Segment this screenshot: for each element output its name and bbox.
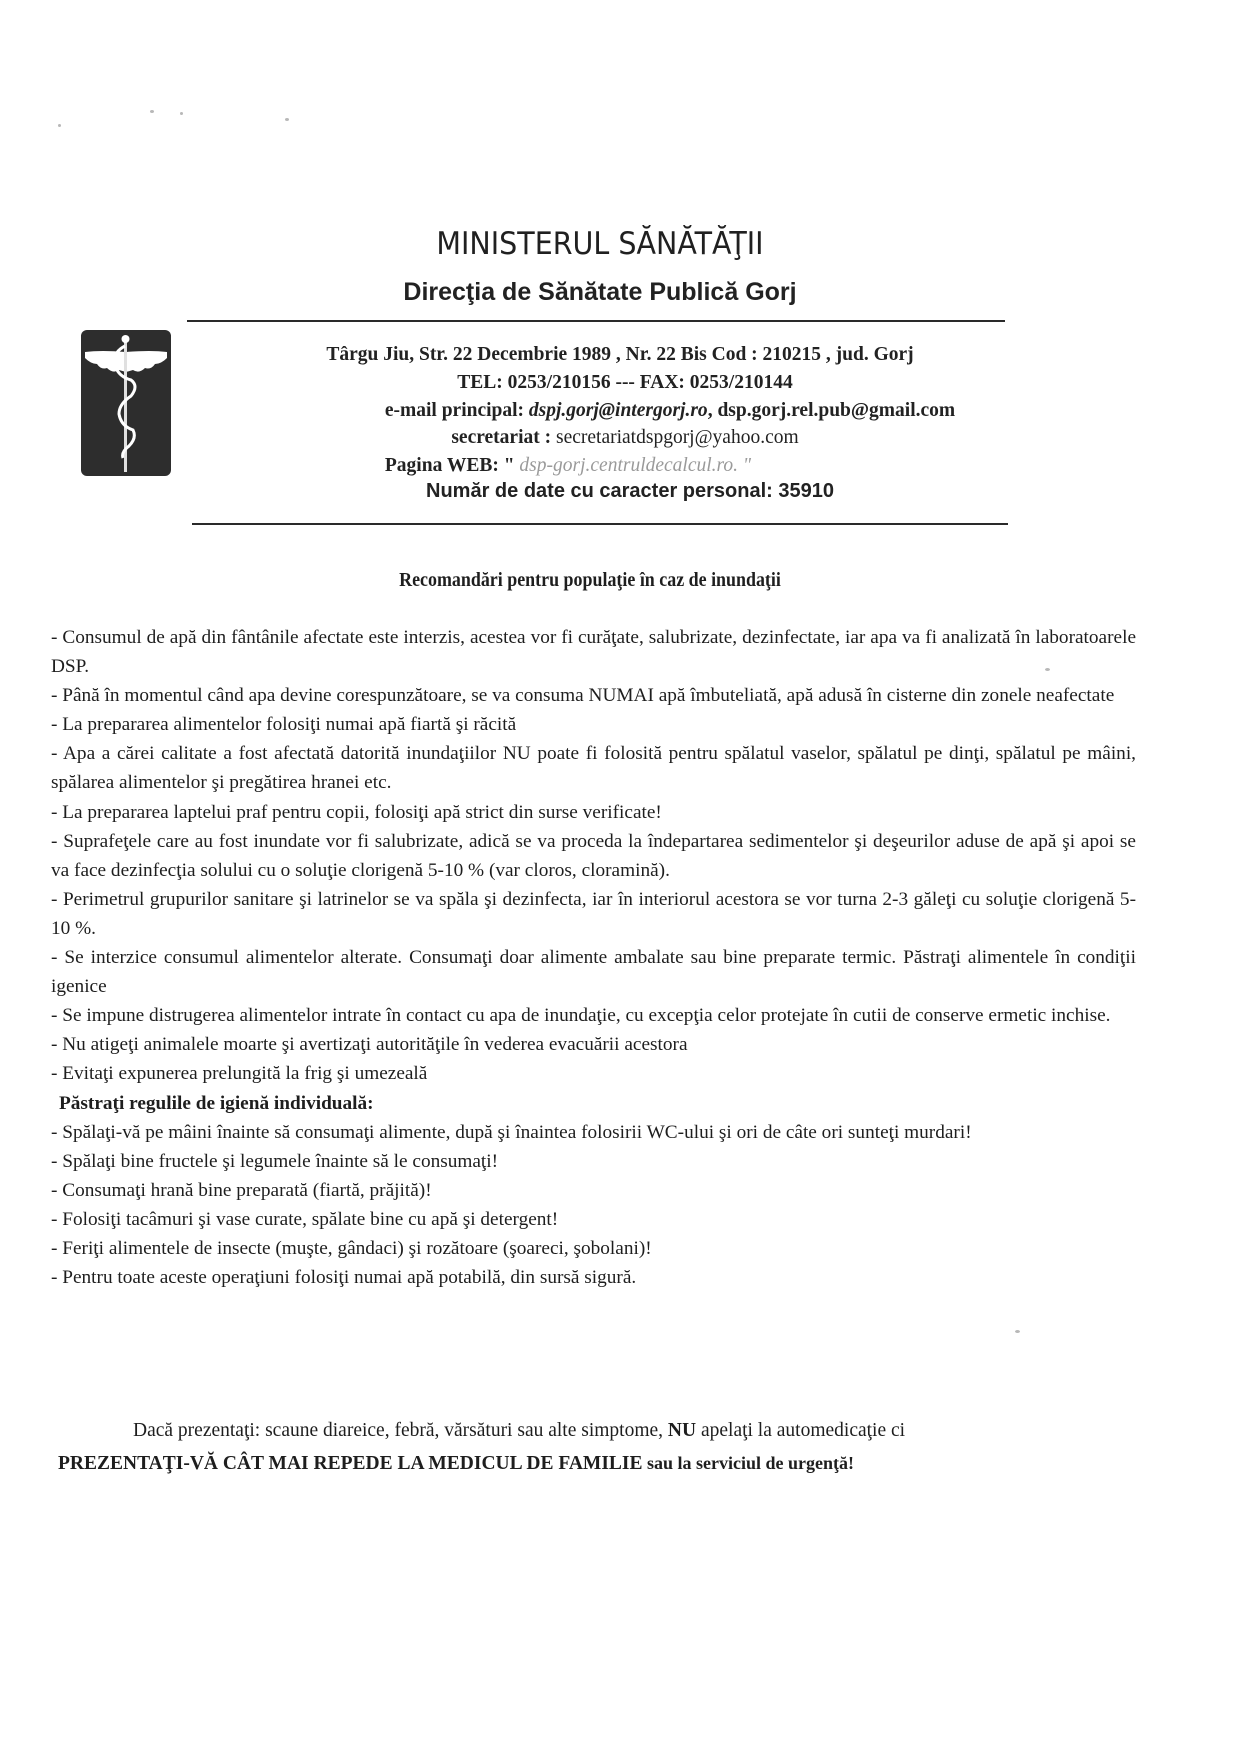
email-line (220, 400, 1120, 422)
hygiene-item: - Consumaţi hrană bine preparată (fiartă, prăjită)! (51, 1179, 432, 1201)
ministry-name: MINISTERUL SĂNĂTĂŢII (436, 226, 764, 262)
closing-text: Dacă prezentaţi: scaune diareice, febră, vărsături sau alte simptome, (133, 1420, 668, 1441)
phone-line (175, 372, 1075, 394)
scan-speck (1015, 1330, 1020, 1333)
recommendation-item: - Consumul de apă din fântânile afectate este interzis, acestea vor fi curăţate, salubrizate, dezinfectate, iar apa va fi analizată în laboratoarele DSP. (51, 627, 1136, 678)
recommendation-item: - La prepararea alimentelor folosiţi numai apă fiartă şi răcită (51, 714, 517, 736)
directorate-name: Direcţia de Sănătate Publică Gorj (403, 278, 797, 306)
secretariat-label: secretariat : (451, 427, 556, 448)
secretariat-email-link[interactable]: secretariatdspgorj@yahoo.com (556, 427, 799, 448)
address-line (170, 344, 1070, 366)
closing-text: apelaţi la automedicaţie ci (696, 1420, 906, 1441)
recommendation-item: - Se impune distrugerea alimentelor intrate în contact cu apa de inundaţie, cu excepţia celor protejate în cutii de conserve ermetic inchise. (51, 1005, 1111, 1027)
scan-speck (150, 110, 154, 113)
scan-speck (1045, 668, 1050, 671)
header-divider-bottom (192, 523, 1008, 525)
recommendation-item: - Până în momentul când apa devine corespunzătoare, se va consuma NUMAI apă îmbuteliată, apă adusă în cisterne din zonele neafectate (51, 685, 1115, 707)
hygiene-item: - Spălaţi-vă pe mâini înainte să consumaţi alimente, după şi înaintea folosirii WC-ului şi ori de câte ori sunteţi murdari! (51, 1121, 972, 1143)
hygiene-item: - Spălaţi bine fructele şi legumele înainte să le consumaţi! (51, 1150, 499, 1172)
address-text: Târgu Jiu, Str. 22 Decembrie 1989 , Nr. 22 Bis Cod : 210215 , jud. Gorj (326, 344, 914, 365)
recommendation-item: - Suprafeţele care au fost inundate vor fi salubrizate, adică se va proceda la îndepartarea sedimentelor şi deşeurilor aduse de apă şi apoi se va face dezinfecţia solului cu o soluţie clorigenă 5-10 % (var cloros, cloramină). (51, 830, 1136, 881)
recommendation-item: - Perimetrul grupurilor sanitare şi latrinelor se va spăla şi dezinfecta, iar în interiorul acestora se vor turna 2-3 găleţi cu soluţie clorigenă 5-10 %. (51, 888, 1136, 939)
email-primary-link[interactable]: dspj.gorj@intergorj.ro (528, 400, 708, 421)
hygiene-heading: Păstraţi regulile de igienă individuală: (59, 1092, 374, 1114)
recommendation-item: - Nu atigeţi animalele moarte şi avertizaţi autorităţile în vederea evacuării acestora (51, 1034, 688, 1056)
closing-line-2 (58, 1447, 1143, 1480)
closing-line-1 (58, 1415, 1143, 1447)
closing-call-to-action: PREZENTAŢI-VĂ CÂT MAI REPEDE LA MEDICUL DE FAMILIE (58, 1453, 643, 1474)
recommendation-item: - Apa a cărei calitate a fost afectată datorită inundaţiilor NU poate fi folosită pentru spălatul vaselor, spălatul pe dinţi, spălatul pe mâini, spălarea alimentelor şi pregătirea hranei etc. (51, 743, 1136, 794)
hygiene-item: - Folosiţi tacâmuri şi vase curate, spălate bine cu apă şi detergent! (51, 1208, 559, 1230)
web-line (118, 455, 1018, 477)
hygiene-item: - Pentru toate aceste operaţiuni folosiţi numai apă potabilă, din sursă sigură. (51, 1267, 637, 1289)
scan-speck (285, 118, 289, 121)
phone-text: TEL: 0253/210156 --- FAX: 0253/210144 (457, 372, 793, 393)
web-url-link[interactable]: dsp-gorj.centruldecalcul.ro. " (519, 455, 752, 476)
web-label: Pagina WEB: " (384, 455, 520, 476)
recommendations-body (51, 623, 1136, 1292)
header-divider-top (187, 320, 1005, 322)
recommendation-item: - Se interzice consumul alimentelor alterate. Consumaţi doar alimente ambalate sau bine preparate termic. Păstraţi alimentele în condiţii igenice (51, 947, 1136, 998)
recommendation-item: - Evitaţi expunerea prelungită la frig şi umezeală (51, 1063, 428, 1085)
email-label: e-mail principal: (384, 400, 529, 421)
email-secondary-link[interactable]: , dsp.gorj.rel.pub@gmail.com (707, 400, 956, 421)
hygiene-item: - Feriţi alimentele de insecte (muşte, gândaci) şi rozătoare (şoareci, şobolani)! (51, 1237, 652, 1259)
closing-notice (58, 1415, 1143, 1480)
closing-text-bold: sau la serviciul de urgenţă! (642, 1453, 855, 1473)
secretariat-line (175, 427, 1075, 449)
scan-speck (58, 124, 61, 127)
closing-emphasis: NU (667, 1420, 697, 1441)
recommendation-item: - La prepararea laptelui praf pentru copii, folosiţi apă strict din surse verificate! (51, 801, 662, 823)
personal-data-number: Număr de date cu caracter personal: 35910 (426, 480, 834, 502)
document-title: Recomandări pentru populaţie în caz de inundaţii (399, 570, 781, 591)
scan-speck (180, 112, 183, 115)
